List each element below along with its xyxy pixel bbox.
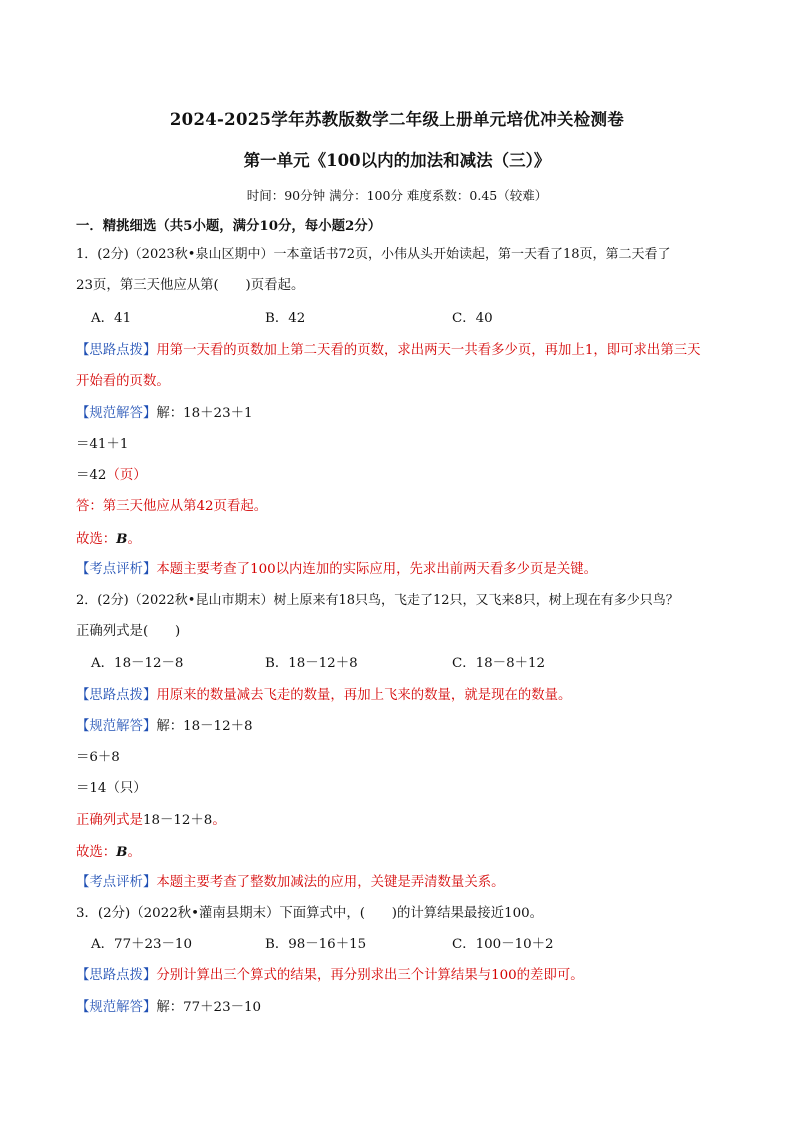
solution-label: 【规范解答】 [76, 1000, 157, 1015]
solution-label: 【规范解答】 [76, 406, 157, 421]
solution-label: 【规范解答】 [76, 719, 157, 734]
q2-answer-suffix: 。 [212, 813, 226, 828]
q2-solution-prefix: 解： [156, 719, 184, 734]
document-title: 2024-2025学年苏教版数学二年级上册单元培优冲关检测卷 [169, 110, 625, 129]
q2-step1: ＝6＋8 [76, 750, 120, 765]
q2-stem-line1: 2．(2分)（2022秋•昆山市期末）树上原来有18只鸟，飞走了12只，又飞来8只，树上现在有多少只鸟？ [76, 593, 679, 608]
q3-option-a: A．77＋23－10 [91, 937, 192, 952]
q2-option-c: C．18－8＋12 [452, 656, 546, 671]
q2-hint [76, 686, 571, 706]
hint-label: 【思路点拨】 [76, 688, 157, 703]
q1-solution-expr: 18＋23＋1 [183, 406, 253, 421]
q3-option-c: C．100－10＋2 [452, 937, 554, 952]
q1-stem-line2: 23页，第三天他应从第( )页看起。 [76, 278, 305, 293]
q2-stem-line2: 正确列式是( ) [76, 624, 181, 639]
hint-label: 【思路点拨】 [76, 343, 157, 358]
q1-option-a: A．41 [91, 311, 132, 326]
q3-option-b: B．98－16＋15 [265, 937, 367, 952]
exam-meta: 时间：90分钟 满分：100分 难度系数：0.45（较难） [246, 188, 548, 203]
q2-step2 [76, 779, 147, 799]
q3-hint-text: 分别计算出三个算式的结果，再分别求出三个计算结果与100的差即可。 [156, 968, 584, 983]
q2-choice [76, 842, 141, 863]
q2-solution-expr: 18－12＋8 [183, 719, 253, 734]
q1-analysis [76, 560, 597, 580]
q3-stem-line1: 3．(2分)（2022秋•灌南县期末）下面算式中，( )的计算结果最接近100。 [76, 906, 544, 921]
hint-label: 【思路点拨】 [76, 968, 157, 983]
analysis-label: 【考点评析】 [76, 562, 157, 577]
q2-hint-text: 用原来的数量减去飞走的数量，再加上飞来的数量，就是现在的数量。 [156, 688, 572, 703]
q1-option-b: B．42 [265, 311, 306, 326]
q2-answer-expr: 18－12＋8 [142, 813, 213, 828]
q3-solution-prefix: 解： [156, 1000, 184, 1015]
q1-stem-line1: 1．(2分)（2023秋•泉山区期中）一本童话书72页，小伟从头开始读起，第一天看了18页，第二天看了 [76, 247, 671, 262]
q2-option-a: A．18－12－8 [91, 656, 184, 671]
q3-solution [76, 998, 261, 1018]
q2-choice-letter: B [116, 844, 128, 860]
q1-step2 [76, 466, 147, 486]
q2-choice-suffix: 。 [127, 845, 141, 860]
q2-step2-unit: （只） [106, 781, 147, 796]
q2-solution [76, 717, 253, 737]
q1-answer: 答：第三天他应从第42页看起。 [76, 499, 268, 514]
q1-choice-letter: B [116, 531, 128, 547]
section-heading: 一．精挑细选（共5小题，满分10分，每小题2分） [76, 218, 382, 234]
analysis-label: 【考点评析】 [76, 875, 157, 890]
q2-analysis-text: 本题主要考查了整数加减法的应用，关键是弄清数量关系。 [156, 875, 505, 890]
q1-hint-line2: 开始看的页数。 [76, 374, 170, 389]
q1-step2-value: ＝42 [76, 468, 107, 483]
q1-hint [76, 341, 701, 361]
unit-subtitle: 第一单元《100以内的加法和减法（三）》 [243, 151, 551, 170]
q2-choice-prefix: 故选： [76, 845, 117, 860]
q1-choice-suffix: 。 [127, 532, 141, 547]
q3-hint [76, 966, 584, 986]
q1-step2-unit: （页） [106, 468, 147, 483]
q2-step2-value: ＝14 [76, 781, 107, 796]
q1-choice [76, 529, 141, 550]
q3-solution-expr: 77＋23－10 [183, 1000, 262, 1015]
q1-analysis-text: 本题主要考查了100以内连加的实际应用，先求出前两天看多少页是关键。 [156, 562, 598, 577]
q1-solution [76, 404, 253, 424]
q2-analysis [76, 873, 505, 893]
q1-hint-text: 用第一天看的页数加上第二天看的页数，求出两天一共看多少页，再加上1，即可求出第三天 [156, 343, 701, 358]
q1-step1: ＝41＋1 [76, 437, 129, 452]
q2-answer [76, 811, 226, 831]
q1-choice-prefix: 故选： [76, 532, 117, 547]
q1-solution-prefix: 解： [156, 406, 184, 421]
q1-option-c: C．40 [452, 311, 493, 326]
q2-option-b: B．18－12＋8 [265, 656, 358, 671]
q2-answer-prefix: 正确列式是 [76, 813, 143, 828]
